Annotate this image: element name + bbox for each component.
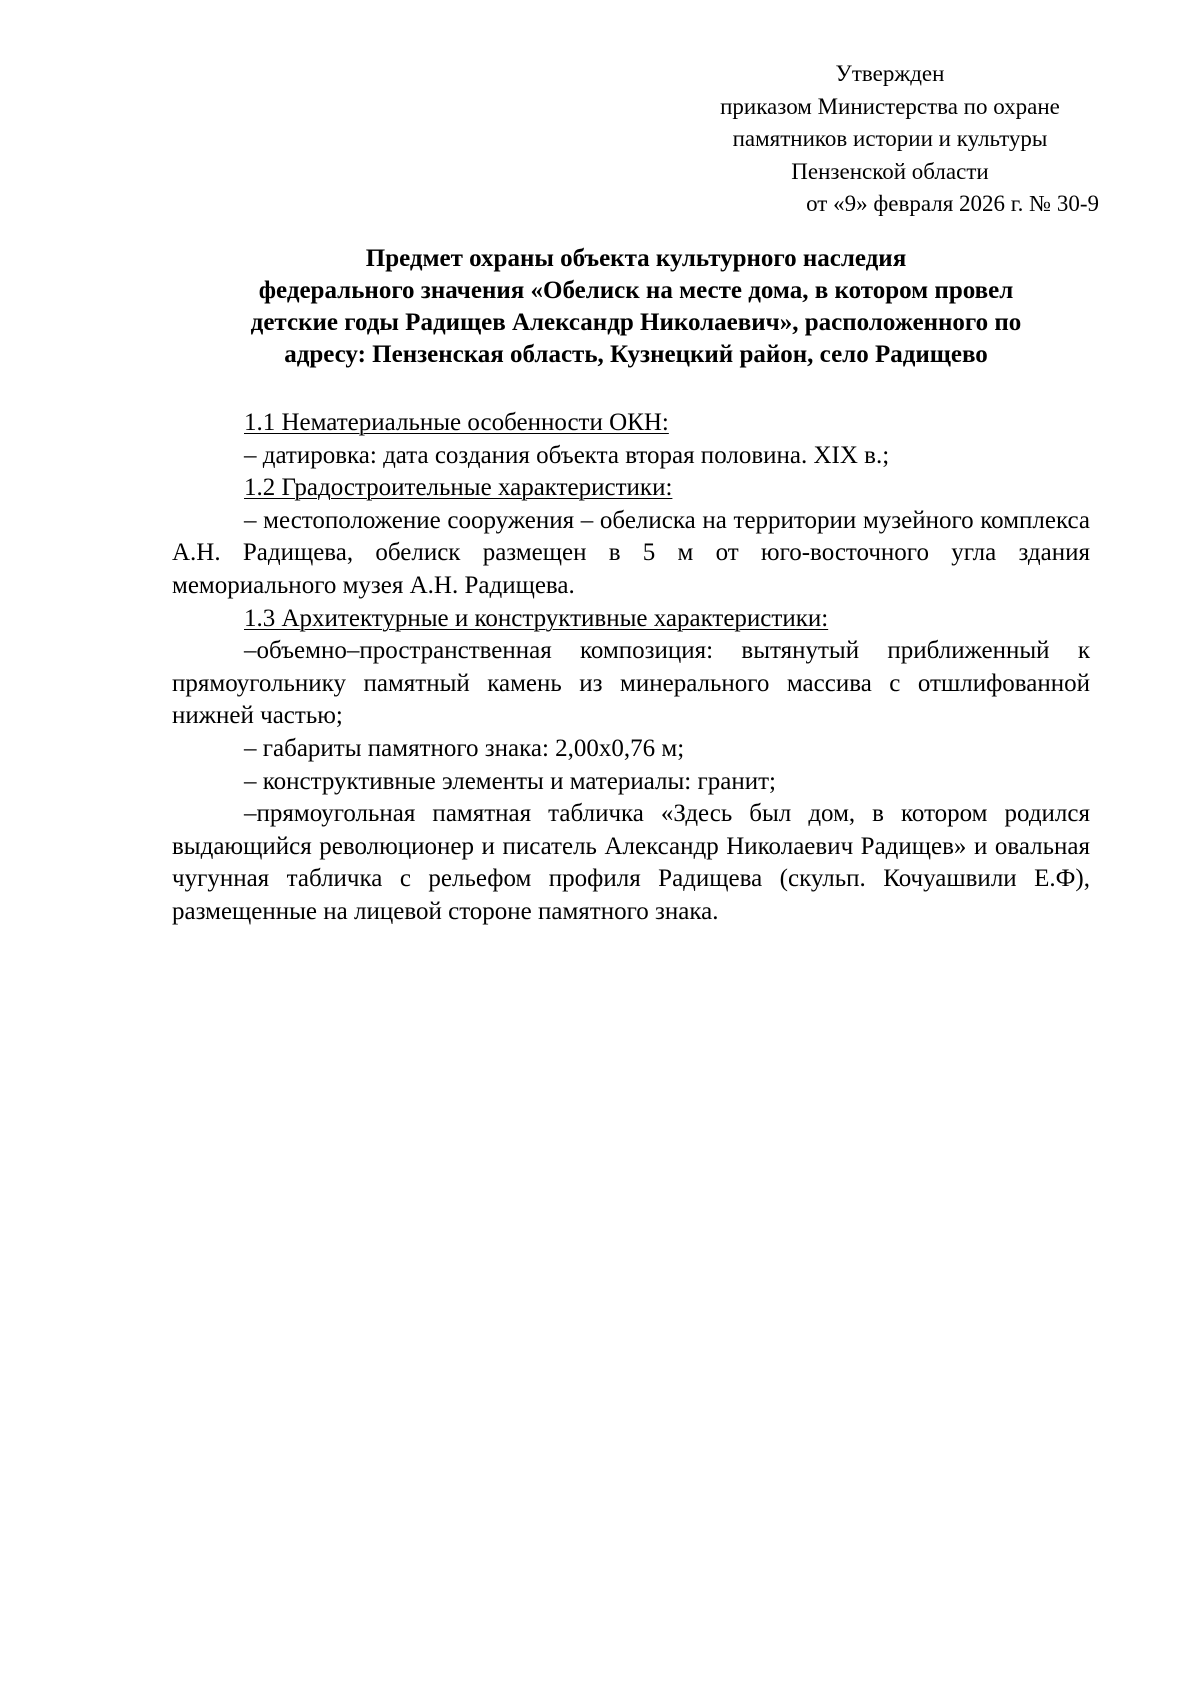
section-item: – габариты памятного знака: 2,00х0,76 м; — [244, 734, 685, 762]
section-heading — [172, 603, 1090, 636]
section-item: – конструктивные элементы и материалы: гранит; — [244, 767, 776, 795]
title-line: федерального значения «Обелиск на месте дома, в котором провел — [258, 277, 1014, 304]
section-heading — [172, 472, 1090, 505]
section-item: –прямоугольная памятная табличка «Здесь был дом, в котором родился выдающийся революционер и писатель Александр Николаевич Радищев» и овальная чугунная табличка с рельефом профиля Радищева (скульп. Кочуашвили Е.Ф), размещенные на лицевой стороне памятного знака. — [172, 800, 1090, 925]
section-item: – местоположение сооружения – обелиска на территории музейного комплекса А.Н. Радищева, обелиск размещен в 5 м от юго-восточного угла здания мемориального музея А.Н. Радищева. — [172, 506, 1090, 599]
approval-line: Утвержден — [835, 61, 945, 86]
title-line: детские годы Радищев Александр Николаевич», расположенного по — [250, 309, 1022, 336]
section-heading — [172, 407, 1090, 440]
title-line: Предмет охраны объекта культурного наследия — [365, 245, 907, 272]
document-title — [168, 243, 1104, 371]
document-body — [172, 407, 1090, 929]
section-item: – датировка: дата создания объекта вторая половина. XIX в.; — [244, 441, 890, 469]
approval-block — [680, 58, 1100, 221]
section-heading-text: 1.3 Архитектурные и конструктивные характеристики: — [244, 604, 829, 632]
approval-line: памятников истории и культуры — [732, 126, 1048, 151]
section-item: –объемно–пространственная композиция: вытянутый приближенный к прямоугольнику памятный камень из минерального массива с отшлифованной нижней частью; — [172, 637, 1090, 730]
approval-order-line: от «9» февраля 2026 г. № 30-9 — [806, 191, 1099, 216]
title-line: адресу: Пензенская область, Кузнецкий район, село Радищево — [284, 341, 988, 368]
section-heading-text: 1.2 Градостроительные характеристики: — [244, 474, 673, 502]
approval-line: приказом Министерства по охране — [720, 93, 1060, 119]
section-heading-text: 1.1 Нематериальные особенности ОКН: — [244, 409, 669, 436]
approval-line: Пензенской области — [791, 158, 989, 184]
